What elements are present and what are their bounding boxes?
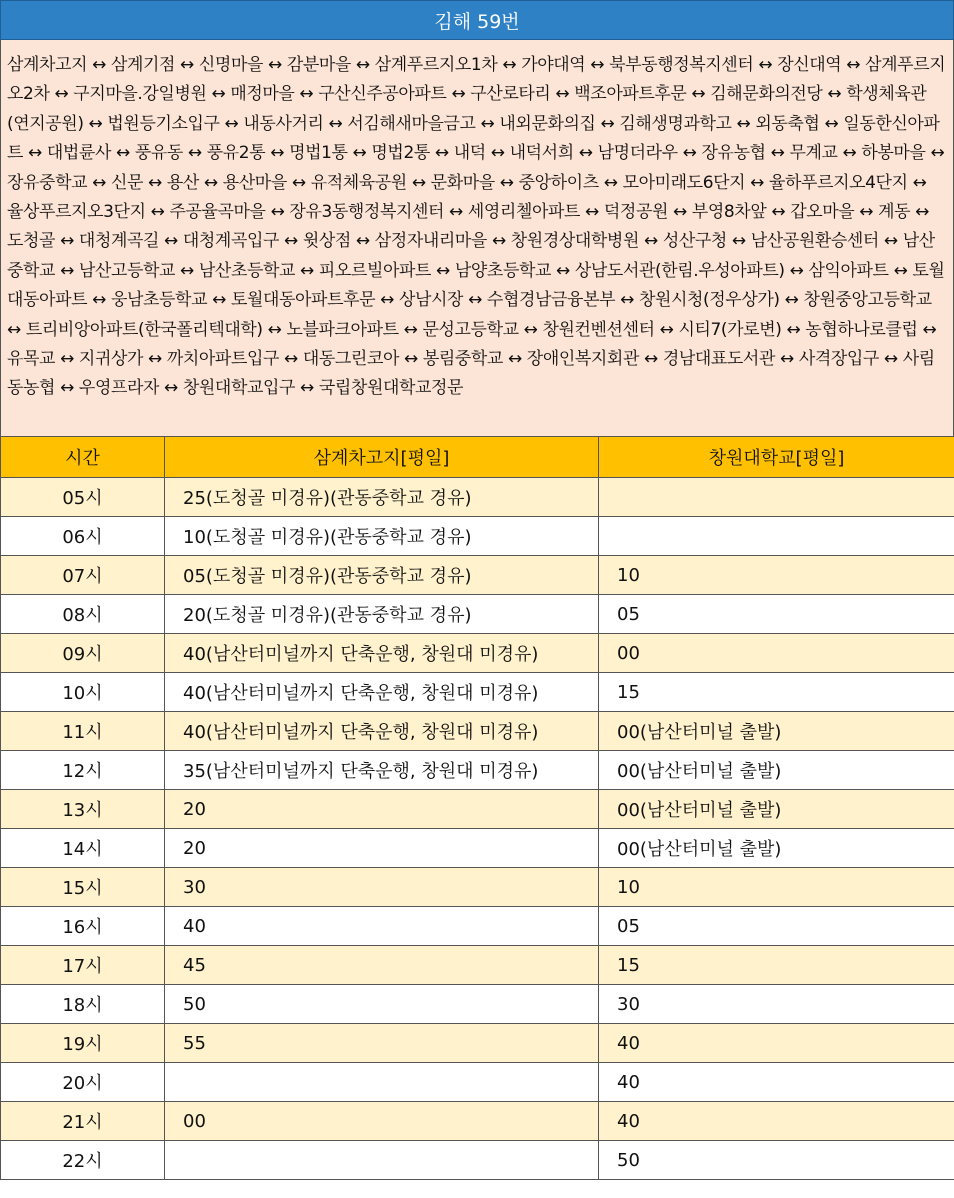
changwon-cell: 00(남산터미널 출발) [599, 829, 954, 868]
timetable [0, 436, 954, 1180]
time-cell: 20시 [1, 1063, 165, 1102]
changwon-cell: 05 [599, 595, 954, 634]
time-cell: 07시 [1, 556, 165, 595]
header-changwon: 창원대학교[평일] [599, 437, 954, 478]
samgye-cell: 40(남산터미널까지 단축운행, 창원대 미경유) [165, 673, 599, 712]
changwon-cell: 50 [599, 1141, 954, 1180]
samgye-cell: 00 [165, 1102, 599, 1141]
samgye-cell: 10(도청골 미경유)(관동중학교 경유) [165, 517, 599, 556]
changwon-cell [599, 478, 954, 517]
table-row [1, 829, 954, 868]
time-cell: 21시 [1, 1102, 165, 1141]
changwon-cell [599, 517, 954, 556]
table-row [1, 985, 954, 1024]
table-row [1, 946, 954, 985]
time-cell: 11시 [1, 712, 165, 751]
table-header-row [1, 437, 954, 478]
changwon-cell: 15 [599, 673, 954, 712]
changwon-cell: 40 [599, 1102, 954, 1141]
header-samgye: 삼계차고지[평일] [165, 437, 599, 478]
time-cell: 15시 [1, 868, 165, 907]
table-row [1, 751, 954, 790]
samgye-cell: 20(도청골 미경유)(관동중학교 경유) [165, 595, 599, 634]
time-cell: 08시 [1, 595, 165, 634]
time-cell: 13시 [1, 790, 165, 829]
changwon-cell: 00 [599, 634, 954, 673]
table-row [1, 1102, 954, 1141]
changwon-cell: 30 [599, 985, 954, 1024]
table-row [1, 790, 954, 829]
time-cell: 06시 [1, 517, 165, 556]
table-row [1, 1141, 954, 1180]
samgye-cell: 50 [165, 985, 599, 1024]
samgye-cell: 40(남산터미널까지 단축운행, 창원대 미경유) [165, 712, 599, 751]
changwon-cell: 40 [599, 1063, 954, 1102]
table-row [1, 517, 954, 556]
samgye-cell: 40(남산터미널까지 단축운행, 창원대 미경유) [165, 634, 599, 673]
route-stops-text: 삼계차고지 ↔ 삼계기점 ↔ 신명마을 ↔ 감분마을 ↔ 삼계푸르지오1차 ↔ 가야대역 ↔ 북부동행정복지센터 ↔ 장신대역 ↔ 삼계푸르지오2차 ↔ 구지마을.강일병원 ↔ 매정마을 ↔ 구산신주공아파트 ↔ 구산로타리 ↔ 백조아파트후문 ↔ 김해문화의전당 ↔ 학생체육관(연지공원) ↔ 법원등기소입구 ↔ 내동사거리 ↔ 서김해새마을금고 ↔ 내외문화의집 ↔ 김해생명과학고 ↔ 외동축협 ↔ 일동한신아파트 ↔ 대법륜사 ↔ 풍유동 ↔ 풍유2통 ↔ 명법1통 ↔ 명법2통 ↔ 내덕 ↔ 내덕서희 ↔ 남명더라우 ↔ 장유농협 ↔ 무계교 ↔ 하봉마을 ↔ 장유중학교 ↔ 신문 ↔ 용산 ↔ 용산마을 ↔ 유적체육공원 ↔ 문화마을 ↔ 중앙하이츠 ↔ 모아미래도6단지 ↔ 율하푸르지오4단지 ↔ 율상푸르지오3단지 ↔ 주공율곡마을 ↔ 장유3동행정복지센터 ↔ 세영리첼아파트 ↔ 덕정공원 ↔ 부영8차앞 ↔ 갑오마을 ↔ 계동 ↔ 도청골 ↔ 대청계곡길 ↔ 대청계곡입구 ↔ 윗상점 ↔ 삼정자내리마을 ↔ 창원경상대학병원 ↔ 성산구청 ↔ 남산공원환승센터 ↔ 남산중학교 ↔ 남산고등학교 ↔ 남산초등학교 ↔ 피오르빌아파트 ↔ 남양초등학교 ↔ 상남도서관(한림.우성아파트) ↔ 삼익아파트 ↔ 토월대동아파트 ↔ 웅남초등학교 ↔ 토월대동아파트후문 ↔ 상남시장 ↔ 수협경남금융본부 ↔ 창원시청(정우상가) ↔ 창원중앙고등학교 ↔ 트리비앙아파트(한국폴리텍대학) ↔ 노블파크아파트 ↔ 문성고등학교 ↔ 창원컨벤션센터 ↔ 시티7(가로변) ↔ 농협하나로클럽 ↔ 유목교 ↔ 지귀상가 ↔ 까치아파트입구 ↔ 대동그린코아 ↔ 봉림중학교 ↔ 장애인복지회관 ↔ 경남대표도서관 ↔ 사격장입구 ↔ 사림동농협 ↔ 우영프라자 ↔ 창원대학교입구 ↔ 국립창원대학교정문 [0, 40, 954, 436]
samgye-cell [165, 1063, 599, 1102]
timetable-body [1, 478, 954, 1180]
samgye-cell: 25(도청골 미경유)(관동중학교 경유) [165, 478, 599, 517]
table-row [1, 1024, 954, 1063]
table-row [1, 634, 954, 673]
samgye-cell: 45 [165, 946, 599, 985]
samgye-cell: 55 [165, 1024, 599, 1063]
time-cell: 22시 [1, 1141, 165, 1180]
changwon-cell: 15 [599, 946, 954, 985]
time-cell: 18시 [1, 985, 165, 1024]
samgye-cell: 30 [165, 868, 599, 907]
table-row [1, 712, 954, 751]
changwon-cell: 10 [599, 868, 954, 907]
table-row [1, 1063, 954, 1102]
samgye-cell: 40 [165, 907, 599, 946]
table-row [1, 907, 954, 946]
time-cell: 09시 [1, 634, 165, 673]
table-row [1, 868, 954, 907]
table-row [1, 556, 954, 595]
time-cell: 10시 [1, 673, 165, 712]
table-row [1, 478, 954, 517]
table-row [1, 673, 954, 712]
samgye-cell [165, 1141, 599, 1180]
changwon-cell: 00(남산터미널 출발) [599, 790, 954, 829]
changwon-cell: 00(남산터미널 출발) [599, 751, 954, 790]
changwon-cell: 10 [599, 556, 954, 595]
samgye-cell: 05(도청골 미경유)(관동중학교 경유) [165, 556, 599, 595]
table-row [1, 595, 954, 634]
time-cell: 12시 [1, 751, 165, 790]
header-time: 시간 [1, 437, 165, 478]
samgye-cell: 35(남산터미널까지 단축운행, 창원대 미경유) [165, 751, 599, 790]
changwon-cell: 00(남산터미널 출발) [599, 712, 954, 751]
samgye-cell: 20 [165, 790, 599, 829]
time-cell: 16시 [1, 907, 165, 946]
changwon-cell: 05 [599, 907, 954, 946]
changwon-cell: 40 [599, 1024, 954, 1063]
time-cell: 14시 [1, 829, 165, 868]
time-cell: 19시 [1, 1024, 165, 1063]
page-title: 김해 59번 [0, 0, 954, 40]
time-cell: 17시 [1, 946, 165, 985]
time-cell: 05시 [1, 478, 165, 517]
samgye-cell: 20 [165, 829, 599, 868]
